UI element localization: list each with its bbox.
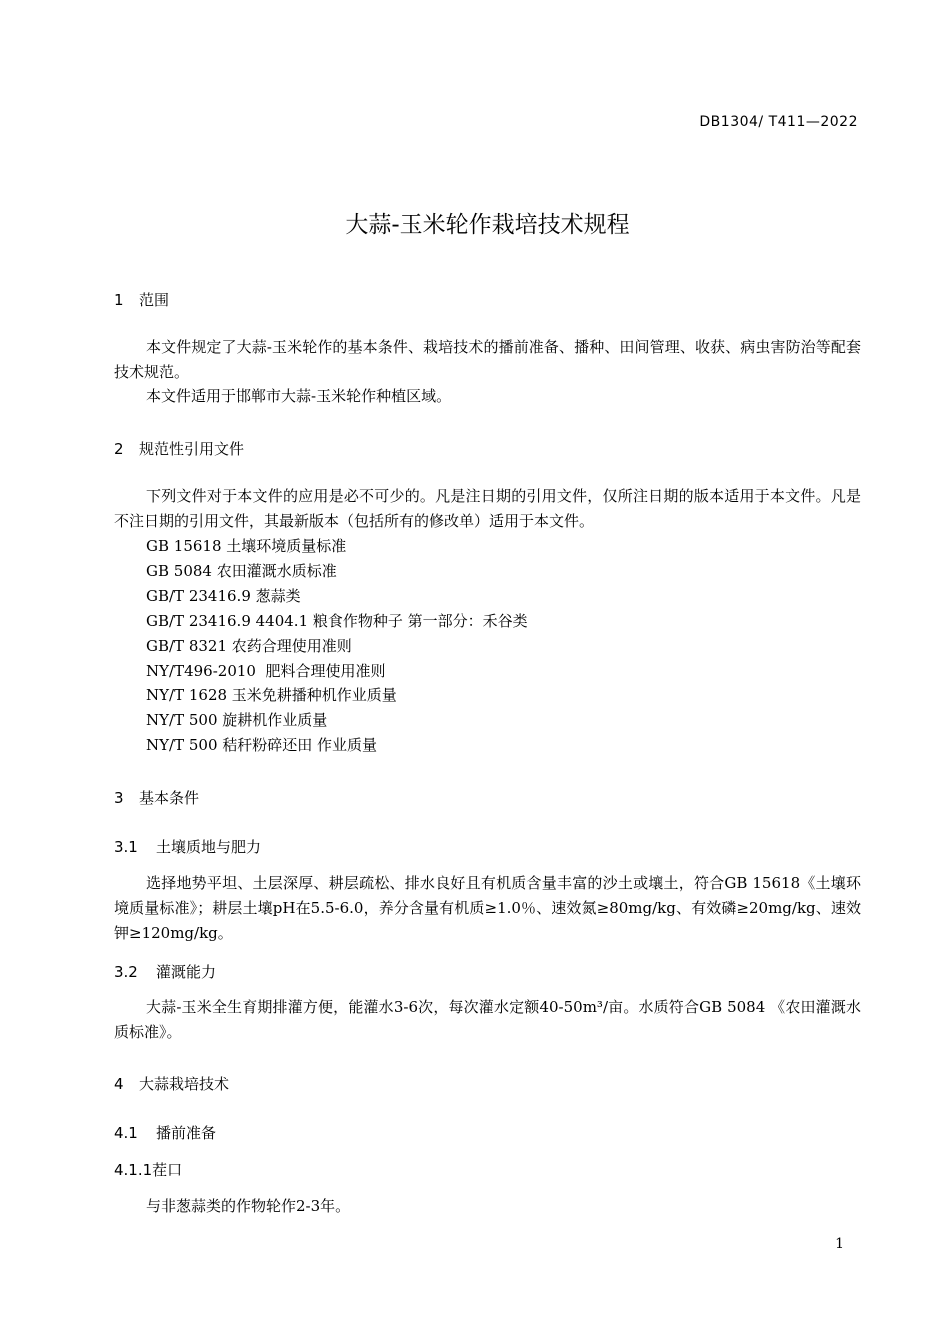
section-title: 灌溉能力 bbox=[156, 963, 217, 981]
page-number: 1 bbox=[835, 1236, 844, 1252]
reference-item: GB 5084 农田灌溉水质标准 bbox=[146, 561, 337, 580]
section-3-2-heading bbox=[114, 961, 216, 982]
section-2-paragraph-1: 下列文件对于本文件的应用是必不可少的。凡是注日期的引用文件，仅所注日期的版本适用于本文件。凡是不注日期的引用文件，其最新版本（包括所有的修改单）适用于本文件。 bbox=[114, 487, 861, 530]
section-title: 大蒜栽培技术 bbox=[139, 1075, 230, 1093]
section-title: 茬口 bbox=[152, 1161, 183, 1179]
section-3-1-heading bbox=[114, 836, 261, 857]
reference-item: NY/T 1628 玉米免耕播种机作业质量 bbox=[146, 686, 397, 705]
section-number: 3 bbox=[114, 789, 124, 807]
section-title: 播前准备 bbox=[156, 1124, 217, 1142]
reference-item: NY/T496-2010 肥料合理使用准则 bbox=[146, 661, 386, 680]
section-1-paragraph-1: 本文件规定了大蒜-玉米轮作的基本条件、栽培技术的播前准备、播种、田间管理、收获、病虫害防治等配套技术规范。 bbox=[114, 338, 861, 381]
normative-references-list bbox=[146, 534, 528, 758]
section-4-1-heading bbox=[114, 1122, 216, 1143]
document-title: 大蒜-玉米轮作栽培技术规程 bbox=[345, 212, 630, 238]
section-1-paragraph-2: 本文件适用于邯郸市大蒜-玉米轮作种植区域。 bbox=[146, 387, 452, 405]
section-number: 4.1 bbox=[114, 1124, 138, 1142]
reference-item: NY/T 500 旋耕机作业质量 bbox=[146, 711, 328, 730]
section-title: 范围 bbox=[139, 291, 170, 309]
section-2-heading bbox=[114, 438, 244, 459]
section-number: 3.1 bbox=[114, 838, 138, 856]
section-1-heading bbox=[114, 289, 169, 310]
section-number: 4.1.1 bbox=[114, 1161, 153, 1179]
section-number: 1 bbox=[114, 291, 124, 309]
reference-item: GB 15618 土壤环境质量标准 bbox=[146, 537, 347, 555]
reference-item: NY/T 500 秸秆粉碎还田 作业质量 bbox=[146, 736, 378, 755]
section-number: 3.2 bbox=[114, 963, 138, 981]
section-3-heading bbox=[114, 787, 199, 808]
section-title: 土壤质地与肥力 bbox=[156, 838, 262, 856]
section-number: 4 bbox=[114, 1075, 124, 1093]
section-4-1-1-paragraph: 与非葱蒜类的作物轮作2-3年。 bbox=[146, 1197, 351, 1215]
section-title: 基本条件 bbox=[139, 789, 200, 807]
section-number: 2 bbox=[114, 440, 124, 458]
section-3-2-paragraph: 大蒜-玉米全生育期排灌方便，能灌水3-6次，每次灌水定额40-50m³/亩。水质符合GB 5084 《农田灌溉水质标准》。 bbox=[114, 998, 861, 1041]
reference-item: GB/T 8321 农药合理使用准则 bbox=[146, 636, 352, 655]
section-title: 规范性引用文件 bbox=[139, 440, 245, 458]
reference-item: GB/T 23416.9 葱蒜类 bbox=[146, 586, 301, 605]
document-code: DB1304/ T411—2022 bbox=[699, 114, 858, 130]
section-3-1-paragraph: 选择地势平坦、土层深厚、耕层疏松、排水良好且有机质含量丰富的沙土或壤土，符合GB 15618《土壤环境质量标准》；耕层土壤pH在5.5-6.0，养分含量有机质≥1.0％、速效氮≥80mg/kg、有效磷≥20mg/kg、速效钾≥120mg/kg。 bbox=[114, 874, 861, 942]
section-4-heading bbox=[114, 1073, 229, 1094]
reference-item: GB/T 23416.9 4404.1 粮食作物种子 第一部分：禾谷类 bbox=[146, 611, 528, 630]
section-4-1-1-heading bbox=[114, 1159, 182, 1180]
